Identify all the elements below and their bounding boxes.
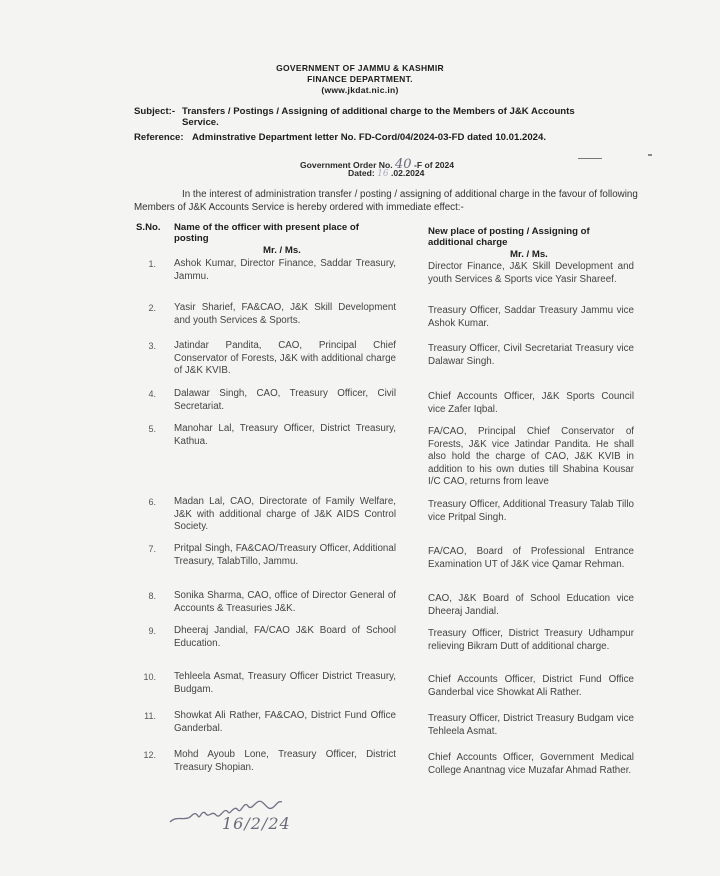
col-header-name-line1: Name of the officer with present place of [174,222,359,233]
row-sno: 4. [148,389,156,399]
col-header-name-sub: Mr. / Ms. [263,245,301,256]
row-new-posting: Director Finance, J&K Skill Development and youth Services & Sports vice Yasir Shareef. [428,261,634,285]
col-header-name-line2: posting [174,233,209,244]
row-current-posting: Jatindar Pandita, CAO, Principal Chief Conservator of Forests, J&K with additional charge of J&K KVIB. [174,340,396,376]
order-number: 40 [395,157,412,172]
row-new-posting: Treasury Officer, Saddar Treasury Jammu vice Ashok Kumar. [428,305,634,329]
row-sno: 10. [143,672,156,682]
website-heading: (www.jkdat.nic.in) [321,85,399,95]
order-date-day: 16 [377,169,389,179]
row-new-posting: Treasury Officer, District Treasury Budgam vice Tehleela Asmat. [428,713,634,737]
row-current-posting: Sonika Sharma, CAO, office of Director General of Accounts & Treasuries J&K. [174,590,396,614]
row-sno: 7. [148,544,156,554]
row-current-posting: Madan Lal, CAO, Directorate of Family Welfare, J&K with additional charge of J&K AIDS Control Society. [174,496,396,532]
row-current-posting: Manohar Lal, Treasury Officer, District Treasury, Kathua. [174,423,396,447]
row-new-posting: Chief Accounts Officer, District Fund Office Ganderbal vice Showkat Ali Rather. [428,674,634,698]
row-sno: 2. [148,303,156,313]
row-current-posting: Mohd Ayoub Lone, Treasury Officer, District Treasury Shopian. [174,749,396,773]
reference-label: Reference: [134,132,184,143]
row-new-posting: Chief Accounts Officer, Government Medical College Anantnag vice Muzafar Ahmad Rather. [428,752,634,776]
row-sno: 3. [148,341,156,351]
row-sno: 11. [144,711,156,721]
row-current-posting: Pritpal Singh, FA&CAO/Treasury Officer, Additional Treasury, TalabTillo, Jammu. [174,543,396,567]
row-current-posting: Tehleela Asmat, Treasury Officer District Treasury, Budgam. [174,671,396,695]
row-current-posting: Showkat Ali Rather, FA&CAO, District Fund Office Ganderbal. [174,710,396,734]
row-new-posting: Treasury Officer, Civil Secretariat Treasury vice Dalawar Singh. [428,343,634,367]
order-date-label: Dated: [348,168,375,178]
col-header-new-line2: additional charge [428,237,508,248]
signature-date: 16/2/24 [222,814,291,833]
department-heading: FINANCE DEPARTMENT. [307,74,413,84]
row-current-posting: Yasir Sharief, FA&CAO, J&K Skill Development and youth Services & Sports. [174,302,396,326]
subject-text-line1: Transfers / Postings / Assigning of additional charge to the Members of J&K Accounts [182,106,575,117]
subject-label: Subject:- [134,106,176,117]
row-new-posting: FA/CAO, Principal Chief Conservator of Forests, J&K vice Jatindar Pandita. He shall also hold the charge of CAO, J&K KVIB in addition to his own duties till Shabina Kousar I/C CAO, returns from leave [428,426,634,487]
margin-dot-mark [648,154,652,156]
row-sno: 12. [143,750,156,760]
row-sno: 9. [148,626,156,636]
handwritten-signature [168,790,318,845]
row-new-posting: CAO, J&K Board of School Education vice Dheeraj Jandial. [428,593,634,617]
row-sno: 6. [148,497,156,507]
order-date-line [348,168,424,179]
row-new-posting: Chief Accounts Officer, J&K Sports Council vice Zafer Iqbal. [428,391,634,415]
col-header-new-sub: Mr. / Ms. [510,249,548,260]
row-sno: 8. [148,591,156,601]
row-new-posting: FA/CAO, Board of Professional Entrance Examination UT of J&K vice Qamar Rehman. [428,546,634,570]
order-date-rest: .02.2024 [390,168,425,178]
subject-text-line2: Service. [182,117,219,128]
row-current-posting: Dalawar Singh, CAO, Treasury Officer, Civil Secretariat. [174,388,396,412]
margin-dash-mark [578,158,602,159]
col-header-sno: S.No. [136,222,161,233]
row-sno: 5. [148,424,156,434]
intro-paragraph: In the interest of administration transfer / posting / assigning of additional charge in the favour of following Members of J&K Accounts Service is hereby ordered with immediate effect:- [134,189,638,213]
government-heading: GOVERNMENT OF JAMMU & KASHMIR [276,63,444,73]
row-current-posting: Ashok Kumar, Director Finance, Saddar Treasury, Jammu. [174,258,396,282]
row-new-posting: Treasury Officer, Additional Treasury Talab Tillo vice Pritpal Singh. [428,499,634,523]
row-current-posting: Dheeraj Jandial, FA/CAO J&K Board of School Education. [174,625,396,649]
order-prefix: Government Order No. [300,160,393,170]
row-sno: 1. [148,259,156,269]
col-header-new-line1: New place of posting / Assigning of [428,226,590,237]
reference-text: Adminstrative Department letter No. FD-Cord/04/2024-03-FD dated 10.01.2024. [192,132,547,143]
row-new-posting: Treasury Officer, District Treasury Udhampur relieving Bikram Dutt of additional charge. [428,628,634,652]
order-suffix: -F of 2024 [413,160,455,170]
